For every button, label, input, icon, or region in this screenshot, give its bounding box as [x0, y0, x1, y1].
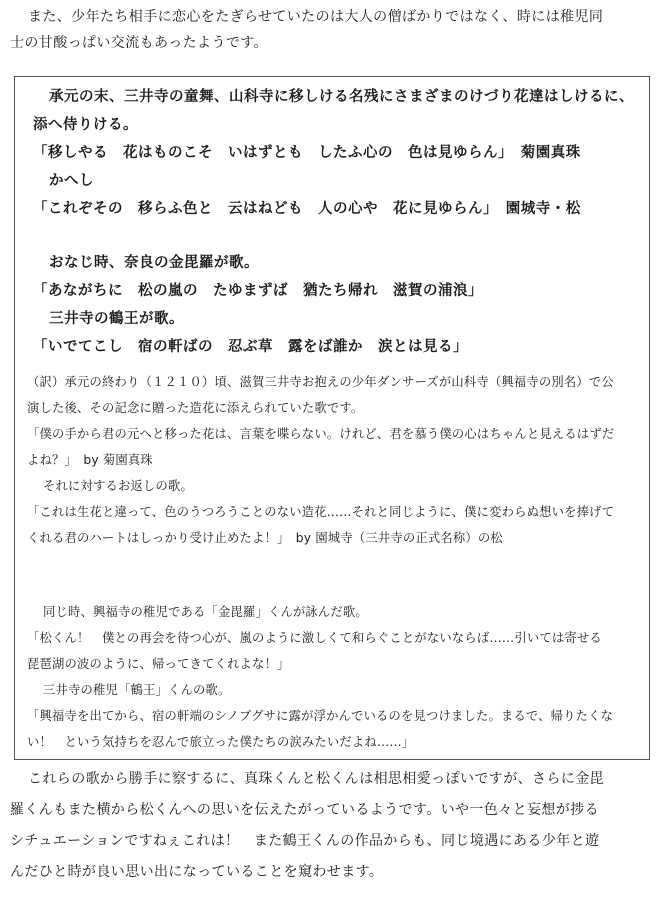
poem-line: 「これぞその 移らふ色と 云はねども 人の心や 花に見ゆらん」 園城寺・松	[33, 200, 581, 217]
translation-line: 「僕の手から君の元へと移った花は、言葉を喋らない。けれど、君を慕う僕の心はちゃんと見えるはずだ	[27, 427, 615, 441]
outro-line: これらの歌から勝手に察するに、真珠くんと松くんは相思相愛っぽいですが、さらに金毘	[28, 771, 604, 787]
classical-line: かへし	[49, 172, 94, 189]
classical-line: 添へ侍りける。	[33, 116, 138, 133]
translation-line: い！ という気持ちを忍んで旅立った僕たちの涙みたいだよね……」	[27, 735, 415, 749]
translation-line: （訳）承元の終わり（１２１０）頃、滋賀三井寺お抱えの少年ダンサーズが山科寺（興福寺の別名）で公	[27, 375, 614, 389]
outro-line: 羅くんもまた横から松くんへの思いを伝えたがっているようです。いや一色々と妄想が捗る	[10, 802, 599, 818]
classical-text-block	[33, 249, 643, 361]
classical-line: 三井寺の鶴王が歌。	[49, 310, 184, 327]
translation-line: 三井寺の稚児「鶴王」くんの歌。	[43, 683, 231, 697]
classical-text-block	[33, 83, 643, 223]
intro-line: 士の甘酸っぱい交流もあったようです。	[10, 35, 268, 51]
translation-line: 琵琶湖の波のように、帰ってきてくれよな！」	[27, 657, 290, 671]
intro-paragraph	[10, 4, 660, 56]
translation-line: それに対するお返しの歌。	[43, 479, 193, 493]
outro-line: シチュエーションですねぇこれは！ また鶴王くんの作品からも、同じ境遇にある少年と遊	[10, 833, 600, 849]
translation-line: よね？」 by 菊園真珠	[27, 453, 153, 467]
translation-line: 演した後、その記念に贈った造花に添えられていた歌です。	[27, 401, 364, 415]
outro-line: んだひと時が良い思い出になっていることを窺わせます。	[10, 864, 384, 880]
translation-line: 「松くん！ 僕との再会を待つ心が、嵐のように激しくて和らぐことがないならば……引いては寄せる	[27, 631, 602, 645]
translation-line: 「興福寺を出てから、宿の軒端のシノブグサに露が浮かんでいるのを見つけました。まるで、帰りたくな	[27, 709, 614, 723]
classical-line: おなじ時、奈良の金毘羅が歌。	[49, 254, 259, 271]
poem-line: 「いでてこし 宿の軒ばの 忍ぶ草 露をば誰か 涙とは見る」	[33, 338, 468, 355]
translation-block	[27, 599, 641, 755]
poem-line: 「あながちに 松の嵐の たゆまずば 猶たち帰れ 滋賀の浦浪」	[33, 282, 483, 299]
outro-paragraph	[10, 764, 660, 888]
translation-line: 同じ時、興福寺の稚児である「金毘羅」くんが詠んだ歌。	[43, 605, 368, 619]
translation-block	[27, 369, 641, 551]
poem-line: 「移しやる 花はものこそ いはずとも したふ心の 色は見ゆらん」 菊園真珠	[33, 144, 581, 161]
translation-line: くれる君のハートはしっかり受け止めたよ！」 by 園城寺（三井寺の正式名称）の松	[27, 531, 503, 545]
classical-line: 承元の末、三井寺の童舞、山科寺に移しける名残にさまざまのけづり花達はしけるに、	[49, 88, 634, 105]
translation-line: 「これは生花と違って、色のうつろうことのない造花……それと同じように、僕に変わらぬ想いを捧げて	[27, 505, 615, 519]
intro-line: また、少年たち相手に恋心をたぎらせていたのは大人の僧ばかりではなく、時には稚児同	[28, 9, 604, 25]
quote-box	[14, 76, 650, 760]
